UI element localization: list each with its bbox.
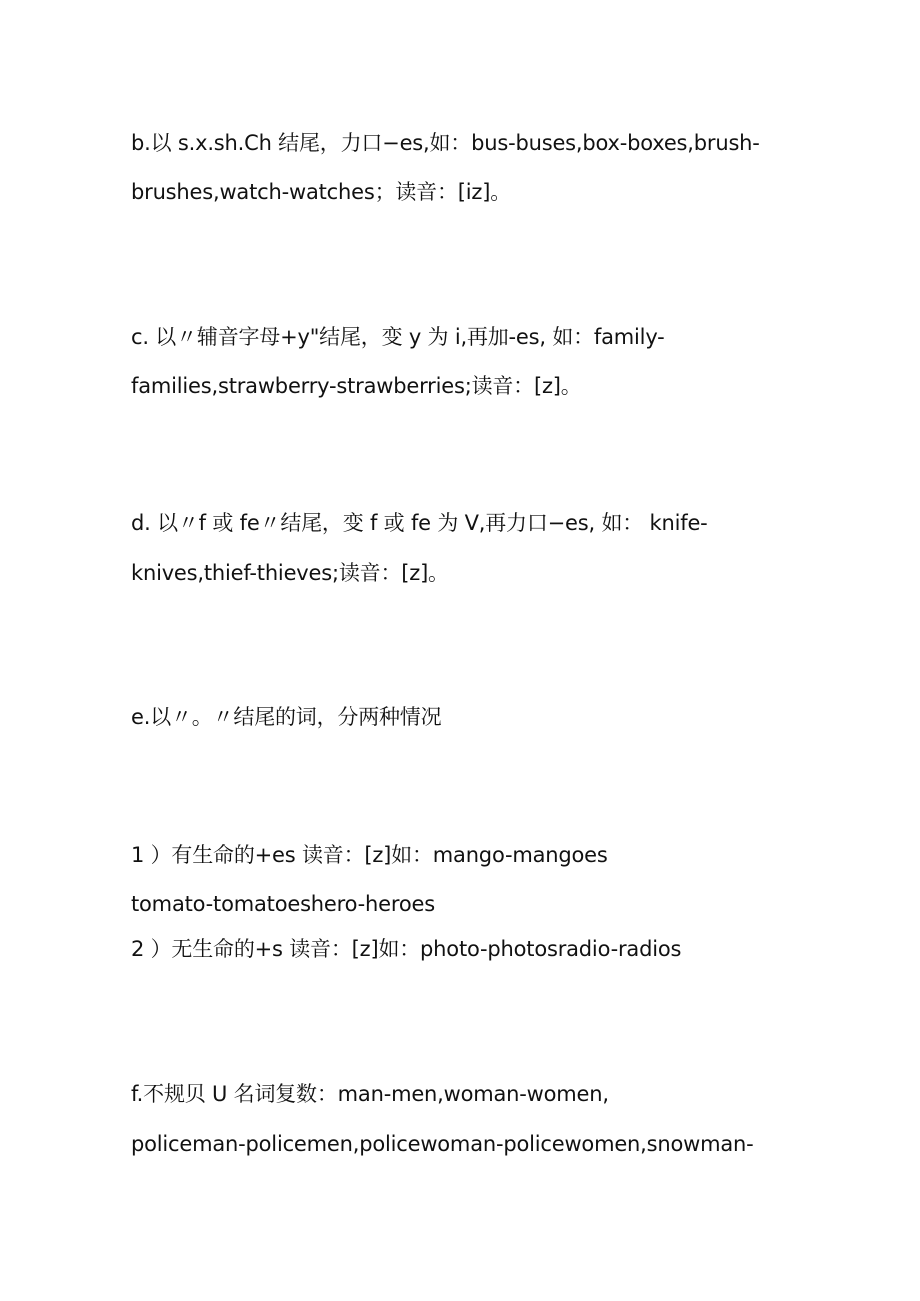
rule-f-line-1: f.不规贝 U 名词复数：man-men,woman-women,: [131, 1082, 609, 1106]
rule-e-case-1-line-1: 1 ）有生命的+es 读音：[z]如：mango-mangoes: [131, 843, 608, 867]
rule-e-case-1-line-2: tomato-tomatoeshero-heroes: [131, 892, 435, 916]
rule-c-line-2: families,strawberry-strawberries;读音：[z]。: [131, 374, 582, 398]
rule-d-line-1: d. 以〃f 或 fe〃结尾，变 f 或 fe 为 V,再力口−es, 如： knife-: [131, 511, 708, 535]
rule-f-line-2: policeman-policemen,policewoman-policewomen,snowman-: [131, 1132, 754, 1156]
rule-c-line-1: c. 以〃辅音字母+y"结尾，变 y 为 i,再加-es, 如：family-: [131, 325, 665, 349]
rule-e-heading: e.以〃。〃结尾的词，分两种情况: [131, 705, 442, 729]
rule-d-line-2: knives,thief-thieves;读音：[z]。: [131, 561, 449, 585]
rule-e-case-2: 2 ）无生命的+s 读音：[z]如：photo-photosradio-radios: [131, 937, 682, 961]
rule-b-line-2: brushes,watch-watches；读音：[iz]。: [131, 180, 512, 204]
rule-b-line-1: b.以 s.x.sh.Ch 结尾，力口−es,如：bus-buses,box-boxes,brush-: [131, 131, 760, 155]
